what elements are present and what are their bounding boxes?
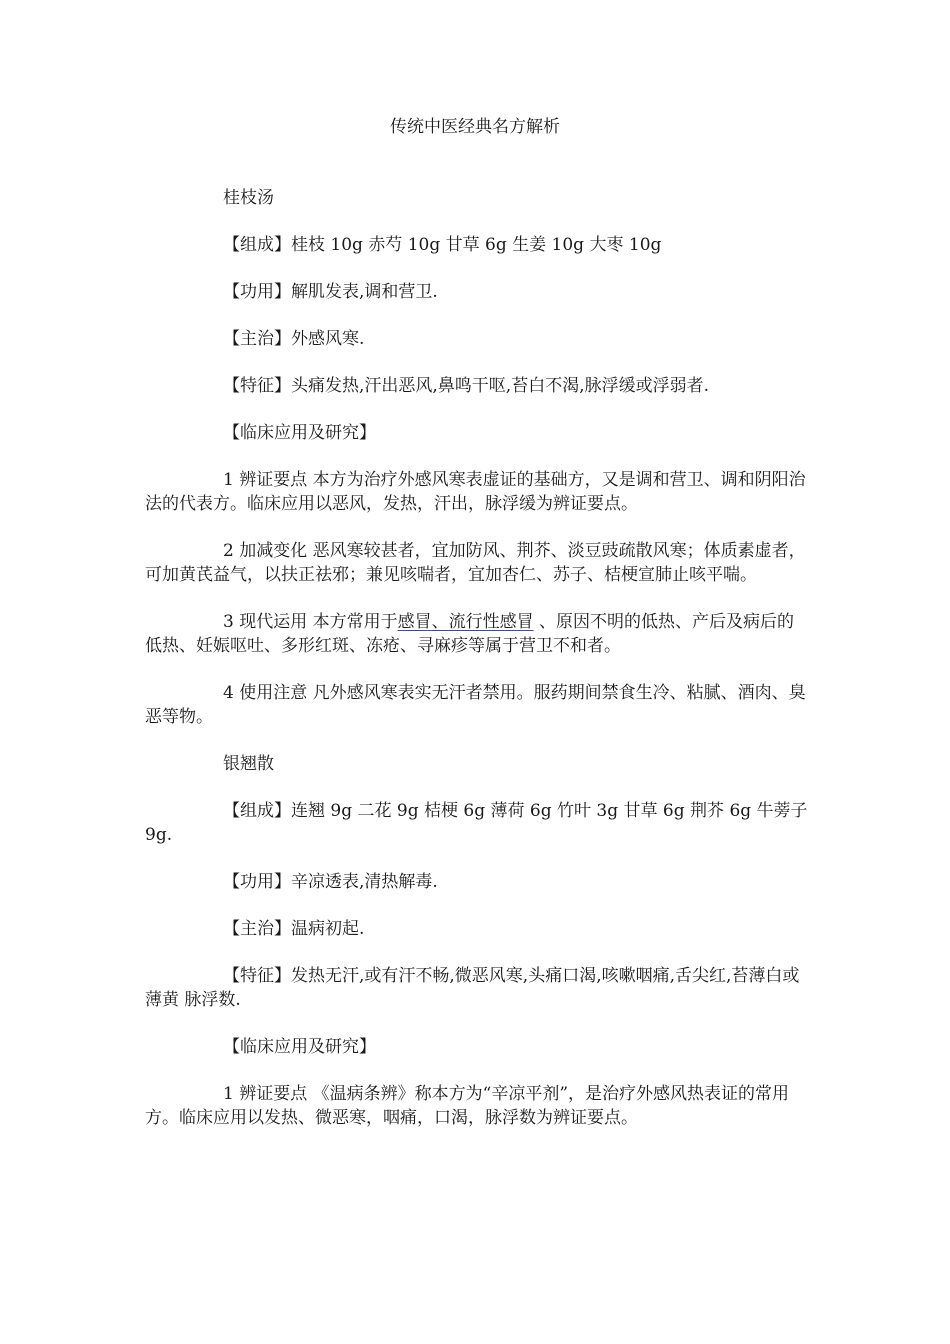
formula-1-function: 【功用】解肌发表,调和营卫. — [223, 282, 438, 302]
formula-2-features: 【特征】发热无汗,或有汗不畅,微恶风寒,头痛口渴,咳嗽咽痛,舌尖红,苔薄白或薄黄 脉浮数. — [145, 966, 800, 1010]
link-cold[interactable]: 感冒 — [397, 612, 432, 632]
clinical-point-3-suffix: 、原因不明的低热、产后及病后的低热、妊娠呕吐、多形红斑、冻疮、寻麻疹等属于营卫不和者。 — [145, 612, 795, 656]
formula-1-clinical-heading: 【临床应用及研究】 — [223, 423, 376, 443]
formula-1-composition: 【组成】桂枝 10g 赤芍 10g 甘草 6g 生姜 10g 大枣 10g — [223, 235, 662, 255]
formula-2-composition: 【组成】连翘 9g 二花 9g 桔梗 6g 薄荷 6g 竹叶 3g 甘草 6g 荆芥 6g 牛蒡子 9g. — [145, 801, 808, 845]
clinical-point-3-prefix: 3 现代运用 本方常用于 — [223, 612, 398, 632]
formula-2-function: 【功用】辛凉透表,清热解毒. — [223, 872, 438, 892]
formula-1-clinical-point-2: 2 加减变化 恶风寒较甚者，宜加防风、荆芥、淡豆豉疏散风寒；体质素虚者，可加黄芪益气，以扶正祛邪；兼见咳喘者，宜加杏仁、苏子、桔梗宣肺止咳平喘。 — [145, 541, 806, 585]
link-influenza[interactable]: 流行性感冒 — [448, 612, 534, 632]
link-separator: 、 — [431, 612, 449, 632]
formula-2-clinical-heading: 【临床应用及研究】 — [223, 1037, 376, 1057]
formula-1-clinical-point-3 — [145, 610, 810, 658]
formula-2-indication: 【主治】温病初起. — [223, 919, 365, 939]
formula-1-name: 桂枝汤 — [223, 188, 274, 208]
formula-1-indication: 【主治】外感风寒. — [223, 329, 365, 349]
formula-2-name: 银翘散 — [223, 754, 274, 774]
formula-1-features: 【特征】头痛发热,汗出恶风,鼻鸣干呕,苔白不渴,脉浮缓或浮弱者. — [223, 376, 710, 396]
document-body — [145, 186, 810, 1130]
document-title: 传统中医经典名方解析 — [390, 117, 560, 137]
formula-2-clinical-point-1: 1 辨证要点 《温病条辨》称本方为“辛凉平剂”，是治疗外感风热表证的常用方。临床应用以发热、微恶寒，咽痛，口渴，脉浮数为辨证要点。 — [145, 1084, 790, 1128]
formula-1-clinical-point-4: 4 使用注意 凡外感风寒表实无汗者禁用。服药期间禁食生冷、粘腻、酒肉、臭恶等物。 — [145, 683, 806, 727]
formula-1-clinical-point-1: 1 辨证要点 本方为治疗外感风寒表虚证的基础方，又是调和营卫、调和阴阳治法的代表方。临床应用以恶风，发热，汗出，脉浮缓为辨证要点。 — [145, 470, 806, 514]
